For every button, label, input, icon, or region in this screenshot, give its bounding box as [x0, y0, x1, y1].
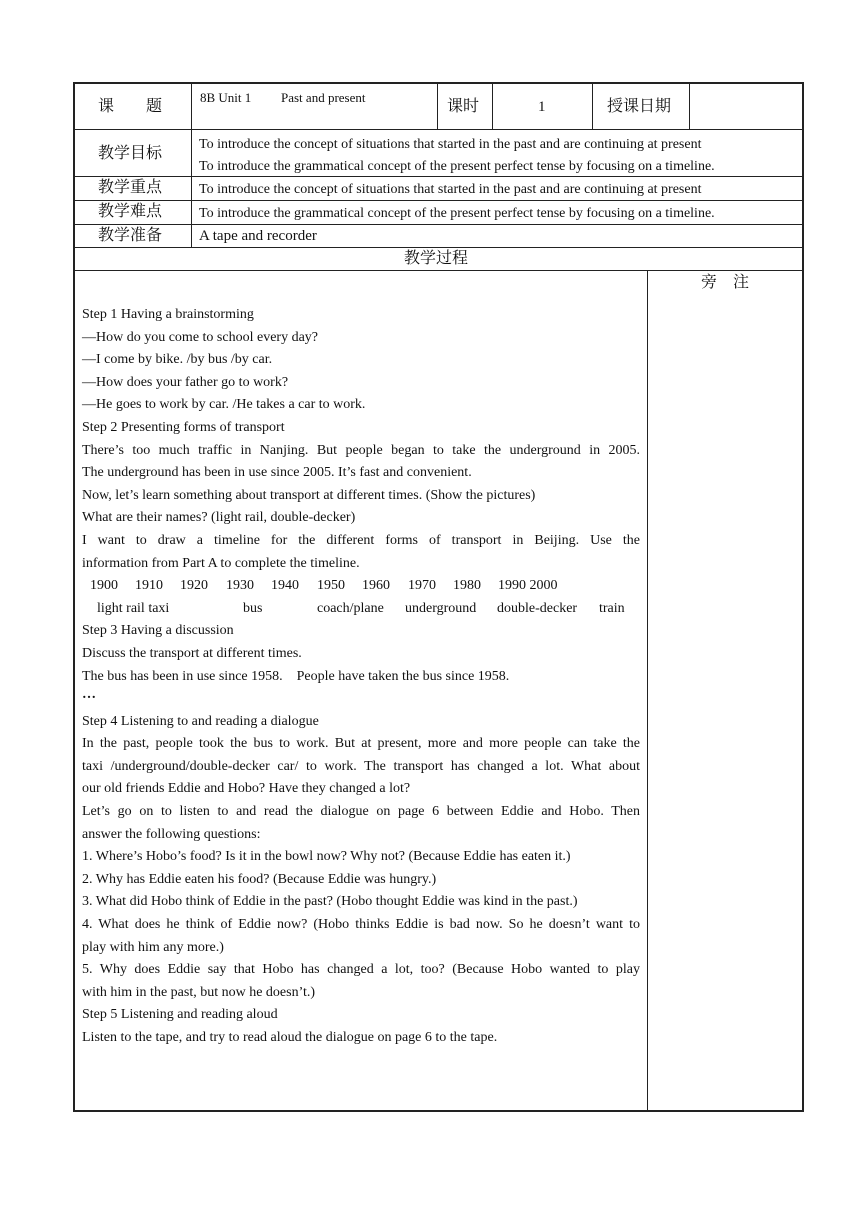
body-line: Let’s go on to listen to and read the dialogue on page 6 between Eddie and Hobo. Then — [82, 804, 640, 820]
body-line: —How does your father go to work? — [82, 374, 289, 390]
col-divider — [689, 82, 690, 129]
row-divider — [73, 200, 804, 201]
objective-line: To introduce the concept of situations that started in the past and are continuing at present — [199, 137, 702, 152]
body-line: Step 2 Presenting forms of transport — [82, 419, 285, 435]
body-line: Now, let’s learn something about transport at different times. (Show the pictures) — [82, 487, 536, 503]
body-line: 5. Why does Eddie say that Hobo has changed a lot, too? (Because Hobo wanted to play — [82, 962, 640, 978]
col-divider — [592, 82, 593, 129]
body-line: 4. What does he think of Eddie now? (Hobo thinks Eddie is bad now. So he doesn’t want to — [82, 917, 640, 933]
unit-label: 8B Unit 1 — [200, 90, 252, 105]
date-label: 授课日期 — [607, 96, 672, 115]
body-line: 3. What did Hobo think of Eddie in the past? (Hobo thought Eddie was kind in the past.) — [82, 894, 578, 910]
timeline-year: 1960 — [362, 578, 390, 594]
difficulties-text: To introduce the grammatical concept of the present perfect tense by focusing on a timeline. — [199, 206, 715, 221]
body-line: What are their names? (light rail, double-decker) — [82, 510, 356, 526]
topic-title: Past and present — [281, 90, 366, 105]
body-line: play with him any more.) — [82, 939, 224, 955]
timeline-year: 1980 — [453, 578, 481, 594]
body-line: I want to draw a timeline for the different forms of transport in Beijing. Use the — [82, 532, 640, 548]
objectives-label: 教学目标 — [98, 143, 163, 162]
notes-heading: 旁 注 — [701, 272, 750, 291]
objective-line: To introduce the grammatical concept of the present perfect tense by focusing on a timeline. — [199, 159, 715, 174]
topic-label: 课 题 — [98, 96, 163, 115]
timeline-transport: bus — [243, 600, 263, 616]
timeline-year: 1990 2000 — [498, 578, 558, 594]
period-value: 1 — [538, 99, 546, 115]
process-body — [82, 304, 640, 1050]
timeline-years-row — [82, 575, 640, 598]
body-line: 2. Why has Eddie eaten his food? (Because Eddie was hungry.) — [82, 871, 437, 887]
process-heading: 教学过程 — [404, 248, 469, 267]
body-line: taxi /underground/double-decker car/ to work. The transport has changed a lot. What about — [82, 758, 640, 774]
body-line: Listen to the tape, and try to read aloud the dialogue on page 6 to the tape. — [82, 1030, 498, 1045]
body-line: information from Part A to complete the timeline. — [82, 555, 360, 571]
body-line: Step 3 Having a discussion — [82, 623, 234, 639]
timeline-transport: underground — [405, 600, 477, 616]
key-points-text: To introduce the concept of situations that started in the past and are continuing at present — [199, 182, 702, 197]
body-line: —I come by bike. /by bus /by car. — [82, 352, 273, 368]
timeline-year: 1950 — [317, 578, 345, 594]
timeline-transport-row — [82, 598, 640, 621]
body-line: In the past, people took the bus to work. But at present, more and more people can take the — [82, 736, 640, 752]
timeline-year: 1970 — [408, 578, 436, 594]
body-line: our old friends Eddie and Hobo? Have they changed a lot? — [82, 781, 411, 797]
body-line: —He goes to work by car. /He takes a car to work. — [82, 397, 366, 413]
timeline-transport: double-decker — [497, 600, 578, 616]
period-label: 课时 — [447, 96, 480, 115]
body-line: answer the following questions: — [82, 826, 261, 842]
col-divider — [191, 82, 192, 247]
body-line: —How do you come to school every day? — [82, 329, 318, 345]
timeline-year: 1930 — [226, 578, 254, 594]
body-line: Step 4 Listening to and reading a dialogue — [82, 713, 319, 729]
ellipsis-line: … — [82, 687, 96, 703]
col-divider — [437, 82, 438, 129]
body-line: Discuss the transport at different times. — [82, 645, 302, 661]
timeline-year: 1940 — [271, 578, 299, 594]
col-divider — [647, 270, 648, 1112]
timeline-transport: coach/plane — [317, 600, 384, 616]
row-divider — [73, 129, 804, 130]
timeline-year: 1910 — [135, 578, 163, 594]
timeline-transport: light rail taxi — [97, 600, 170, 616]
row-divider — [73, 270, 804, 271]
body-line: 1. Where’s Hobo’s food? Is it in the bowl now? Why not? (Because Eddie has eaten it.) — [82, 849, 571, 865]
body-line: There’s too much traffic in Nanjing. But people began to take the underground in 2005. — [82, 442, 640, 458]
col-divider — [492, 82, 493, 129]
body-line: The bus has been in use since 1958. People have taken the bus since 1958. — [82, 668, 510, 684]
row-divider — [73, 176, 804, 177]
body-line: Step 5 Listening and reading aloud — [82, 1007, 278, 1023]
preparation-label: 教学准备 — [98, 225, 163, 244]
preparation-text: A tape and recorder — [199, 228, 317, 244]
row-divider — [73, 224, 804, 225]
body-line: with him in the past, but now he doesn’t.) — [82, 984, 316, 1000]
key-points-label: 教学重点 — [98, 177, 163, 196]
body-line: Step 1 Having a brainstorming — [82, 307, 254, 322]
timeline-transport: train — [599, 600, 625, 616]
difficulties-label: 教学难点 — [98, 201, 163, 220]
timeline-year: 1920 — [180, 578, 208, 594]
body-line: The underground has been in use since 2005. It’s fast and convenient. — [82, 465, 472, 481]
timeline-year: 1900 — [90, 578, 118, 594]
